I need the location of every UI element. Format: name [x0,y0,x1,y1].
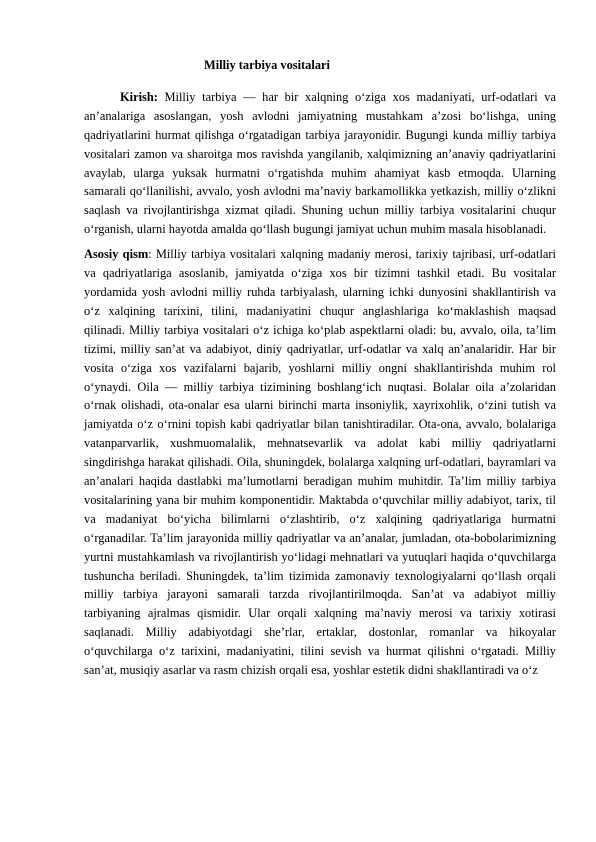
main-text: : Milliy tarbiya vositalari xalqning madaniy merosi, tarixiy tajribasi, urf-odatlari va qadriyatlariga asoslanib, jamiyatda o‘ziga xos bir tizimni tashkil etadi. Bu vositalar yordamida yosh avlodni milliy ruhda tarbiyalash, ularning ichki dunyosini shakllantirish va o‘z xalqining tarixini, tilini, madaniyatini chuqur anglashlariga ko‘maklashish maqsad qilinadi. Milliy tarbiya vositalari o‘z ichiga ko‘plab aspektlarni oladi: bu, avvalo, oila, ta’lim tizimi, milliy san’at va adabiyot, diniy qadriyatlar, urf-odatlar va xalq an’analaridir. Har bir vosita o‘ziga xos vazifalarni bajarib, yoshlarni milliy ongni shakllantirishda muhim rol o‘ynaydi. Oila — milliy tarbiya tizimining boshlang‘ich nuqtasi. Bolalar oila a’zolaridan o‘rnak olishadi, ota-onalar esa ularni birinchi marta insoniylik, xayrixohlik, o‘zini tutish va jamiyatda o‘z o‘rnini topish kabi qadriyatlar bilan tanishtiradilar. Ota-ona, avvalo, bolalariga vatanparvarlik, xushmuomalalik, mehnatsevarlik va adolat kabi milliy qadriyatlarni singdirishga harakat qilishadi. Oila, shuningdek, bolalarga xalqning urf-odatlari, bayramlari va an’analari haqida dastlabki ma’lumotlarni beradigan muhim muhitdir. Ta’lim milliy tarbiya vositalarining yana bir muhim komponentidir. Maktabda o‘quvchilar milliy adabiyot, tarix, til va madaniyat bo‘yicha bilimlarni o‘zlashtirib, o‘z xalqining qadriyatlariga hurmatni o‘rganadilar. Ta’lim jarayonida milliy qadriyatlar va an’analar, jumladan, ota-bobolarimizning yurtni mustahkamlash va rivojlantirish yo‘lidagi mehnatlari va yutuqlari haqida o‘quvchilarga tushuncha beriladi. Shuningdek, ta’lim tizimida zamonaviy texnologiyalarni qo‘llash orqali milliy tarbiya jarayoni samarali tarzda rivojlantirilmoqda. San’at va adabiyot milliy tarbiyaning ajralmas qismidir. Ular orqali xalqning ma’naviy merosi va tarixiy xotirasi saqlanadi. Milliy adabiyotdagi she’rlar, ertaklar, dostonlar, romanlar va hikoyalar o‘quvchilarga o‘z tarixini, madaniyatini, tilini sevish va hurmat qilishni o‘rgatadi. Milliy san’at, musiqiy asarlar va rasm chizish orqali esa, yoshlar estetik didni shakllantiradi va o‘z [84,247,556,678]
document-page [84,56,556,686]
intro-heading: Kirish: [120,89,158,104]
main-paragraph [84,245,556,680]
document-title: Milliy tarbiya vositalari [204,58,330,72]
intro-paragraph [84,88,556,239]
main-heading: Asosiy qism [84,247,149,262]
intro-text: Milliy tarbiya — har bir xalqning o‘ziga xos madaniyati, urf-odatlari va an’analariga asoslangan, yosh avlodni jamiyatning mustahkam a’zosi bo‘lishga, uning qadriyatlarini hurmat qilishga o‘rgatadigan tarbiya jarayonidir. Bugungi kunda milliy tarbiya vositalari zamon va sharoitga mos ravishda yangilanib, xalqimizning an’anaviy qadriyatlarini avaylab, ularga yuksak hurmatni o‘rgatishda muhim ahamiyat kasb etmoqda. Ularning samarali qo‘llanilishi, avvalo, yosh avlodni ma’naviy barkamollikka yetkazish, milliy o‘zlikni saqlash va rivojlantirishga xizmat qiladi. Shuning uchun milliy tarbiya vositalarini chuqur o‘rganish, ularni hayotda amalda qo‘llash bugungi jamiyat uchun muhim masala hisoblanadi. [84,89,556,237]
